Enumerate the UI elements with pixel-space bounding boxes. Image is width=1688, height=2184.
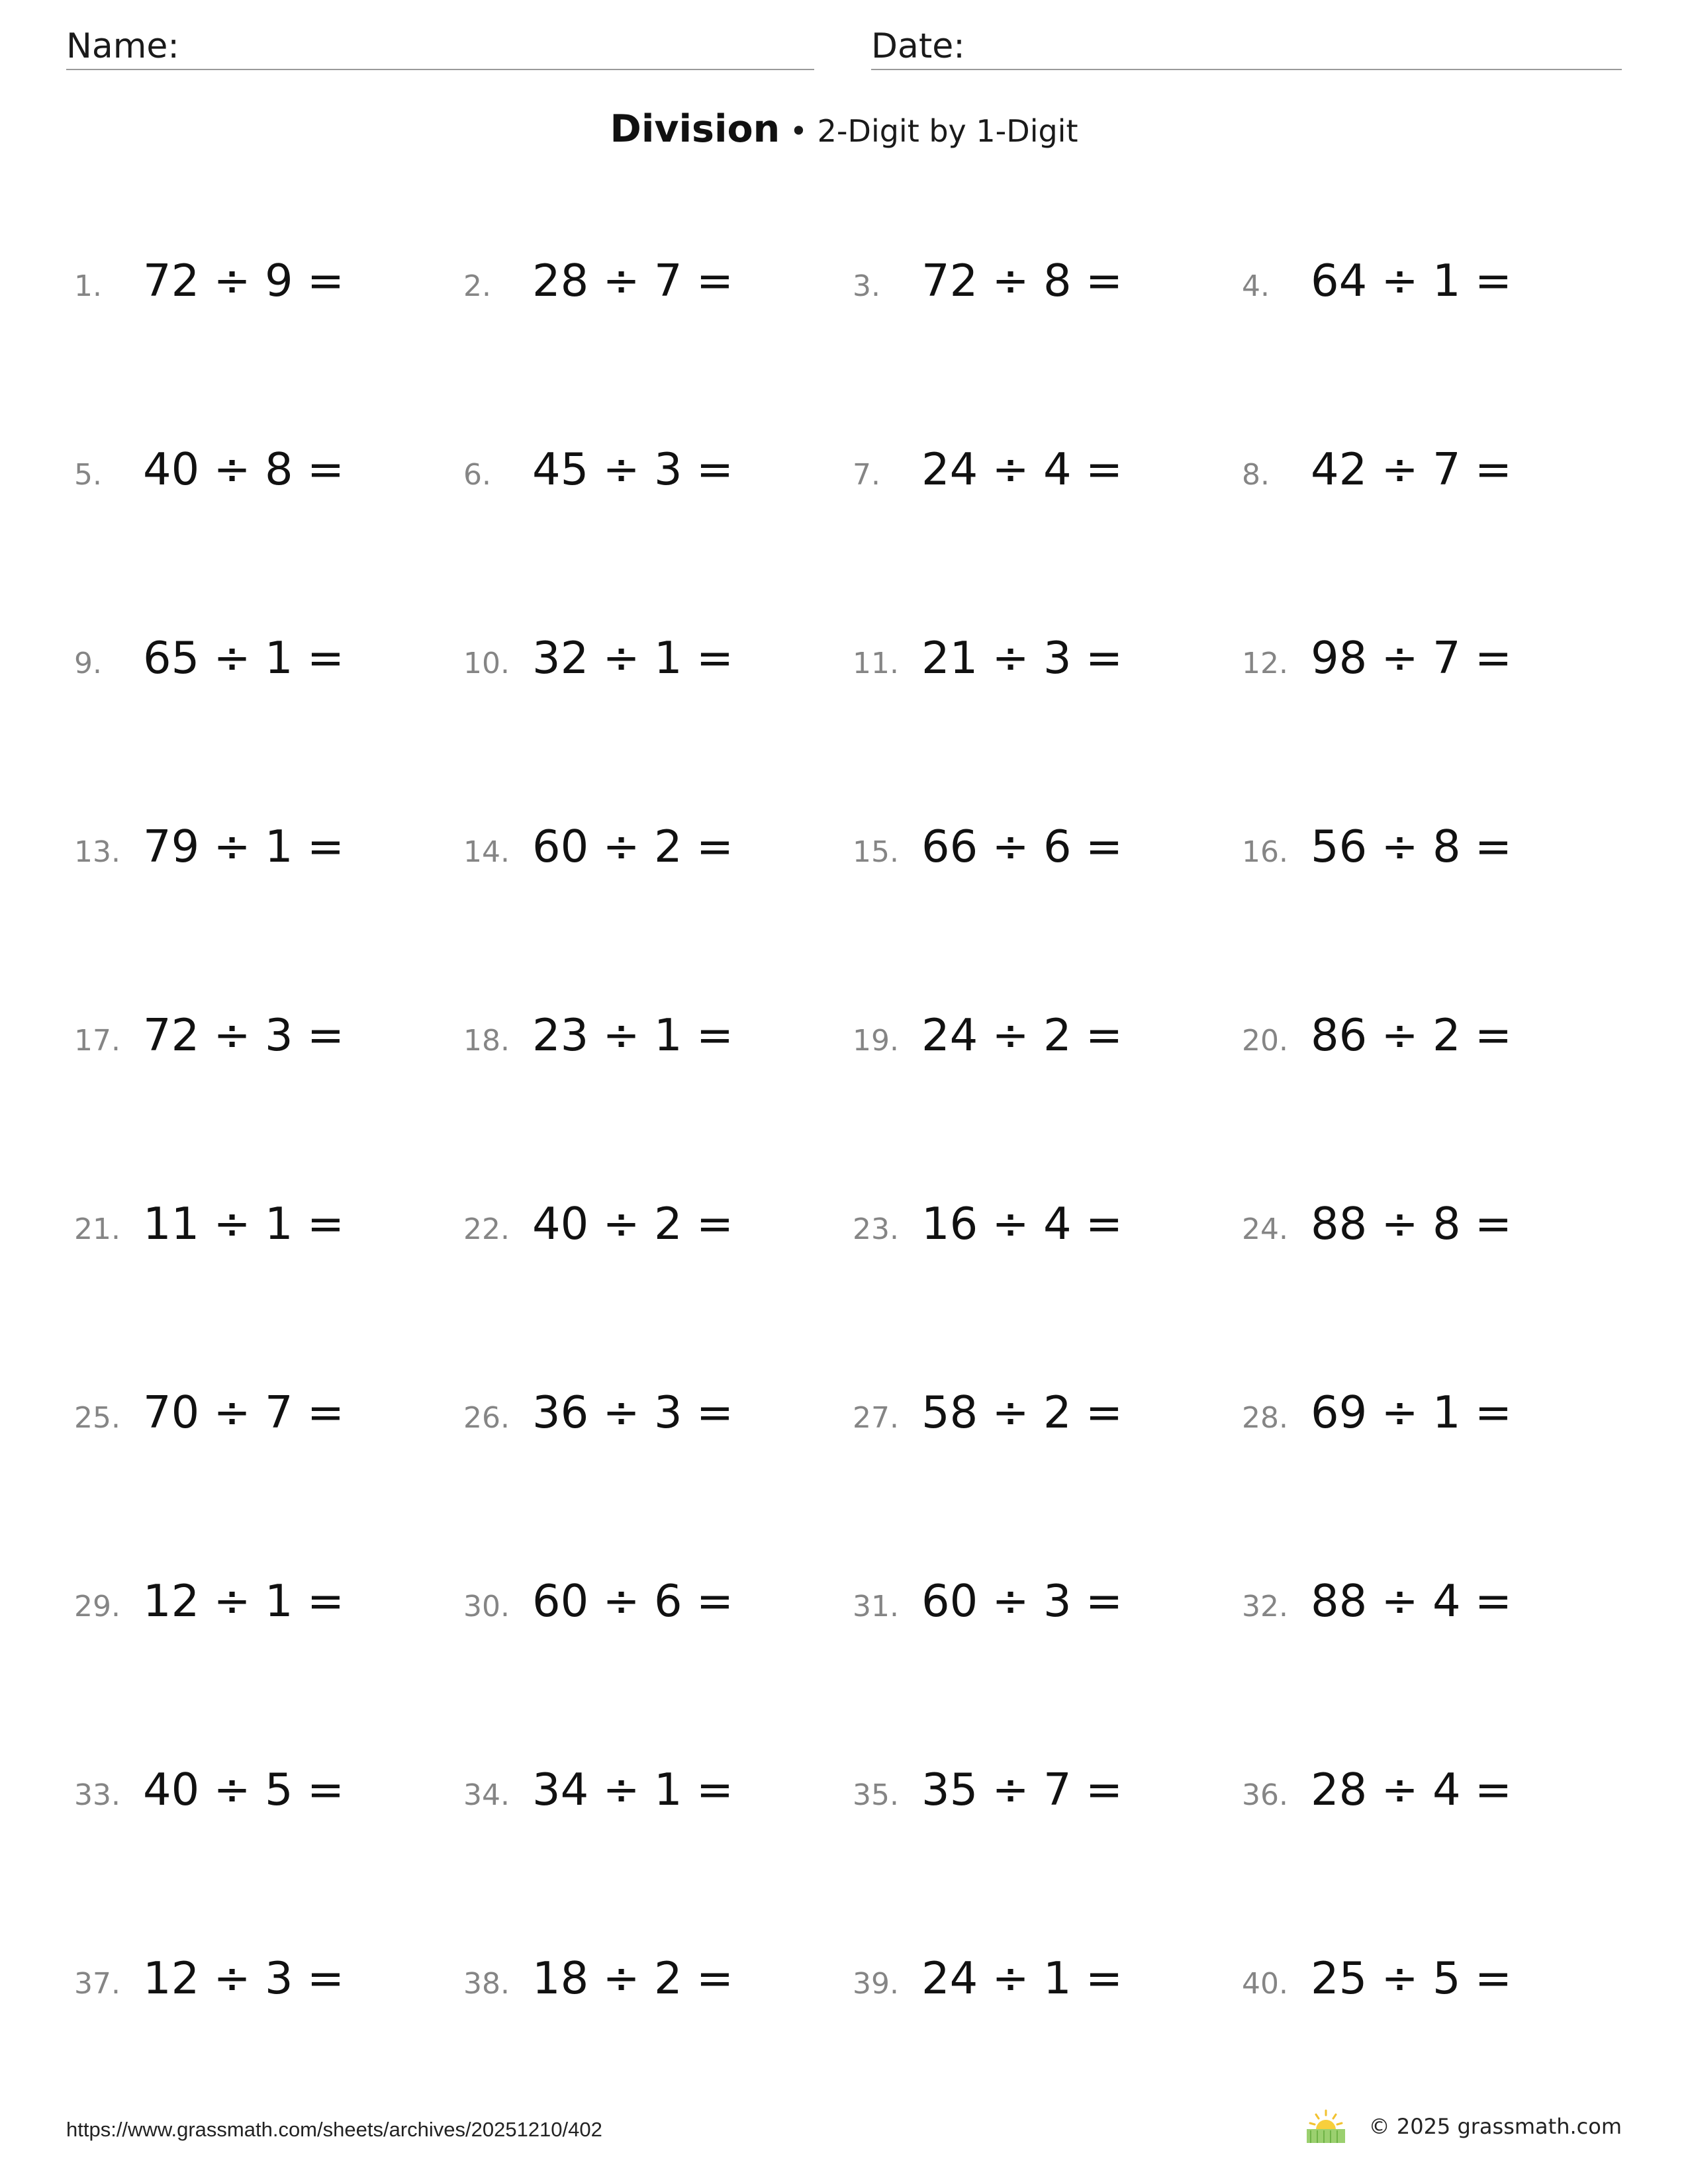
problem-number: 23. — [853, 1212, 899, 1246]
problem-expression: 24 ÷ 2 = — [921, 1009, 1123, 1061]
problem-item — [1242, 1387, 1631, 1453]
problem-item — [463, 1952, 853, 2019]
problem-item — [463, 1575, 853, 1641]
problem-number: 15. — [853, 835, 899, 869]
problem-expression: 16 ÷ 4 = — [921, 1198, 1123, 1250]
problem-number: 26. — [463, 1401, 510, 1435]
problem-expression: 69 ÷ 1 = — [1311, 1387, 1513, 1438]
problem-item — [853, 1009, 1242, 1075]
footer-copyright: © 2025 grassmath.com — [1368, 2114, 1622, 2139]
problem-number: 9. — [74, 647, 102, 680]
problem-item — [74, 1764, 463, 1830]
problem-number: 34. — [463, 1778, 510, 1812]
footer-url: https://www.grassmath.com/sheets/archives/20251210/402 — [66, 2118, 602, 2141]
problem-expression: 70 ÷ 7 = — [143, 1387, 345, 1438]
problem-number: 35. — [853, 1778, 899, 1812]
problem-expression: 72 ÷ 9 = — [143, 255, 345, 306]
problem-item — [853, 255, 1242, 321]
problem-number: 14. — [463, 835, 510, 869]
problem-item — [463, 1764, 853, 1830]
problem-number: 4. — [1242, 269, 1270, 303]
date-field[interactable] — [871, 24, 1622, 70]
problem-number: 33. — [74, 1778, 120, 1812]
problem-expression: 86 ÷ 2 = — [1311, 1009, 1513, 1061]
problem-item — [853, 1764, 1242, 1830]
problem-item — [853, 1198, 1242, 1264]
problem-expression: 40 ÷ 5 = — [143, 1764, 345, 1815]
problem-expression: 24 ÷ 4 = — [921, 443, 1123, 495]
problem-item — [1242, 255, 1631, 321]
problem-expression: 36 ÷ 3 = — [532, 1387, 734, 1438]
problem-number: 38. — [463, 1967, 510, 2001]
problem-item — [853, 443, 1242, 510]
problem-number: 2. — [463, 269, 491, 303]
problem-item — [853, 632, 1242, 698]
problem-number: 16. — [1242, 835, 1288, 869]
problem-grid — [74, 255, 1623, 2141]
footer-brand — [1303, 2109, 1622, 2144]
problem-item — [853, 1387, 1242, 1453]
problem-item — [1242, 821, 1631, 887]
problem-expression: 98 ÷ 7 = — [1311, 632, 1513, 684]
problem-number: 19. — [853, 1024, 899, 1058]
problem-number: 12. — [1242, 647, 1288, 680]
problem-item — [463, 443, 853, 510]
problem-number: 10. — [463, 647, 510, 680]
problem-item — [853, 1952, 1242, 2019]
problem-item — [74, 1575, 463, 1641]
problem-item — [1242, 1198, 1631, 1264]
problem-number: 31. — [853, 1590, 899, 1623]
problem-item — [74, 1009, 463, 1075]
problem-item — [853, 821, 1242, 887]
problem-expression: 65 ÷ 1 = — [143, 632, 345, 684]
problem-expression: 11 ÷ 1 = — [143, 1198, 345, 1250]
problem-item — [1242, 1764, 1631, 1830]
problem-expression: 32 ÷ 1 = — [532, 632, 734, 684]
problem-number: 6. — [463, 458, 491, 492]
problem-item — [74, 1198, 463, 1264]
problem-number: 20. — [1242, 1024, 1288, 1058]
problem-item — [1242, 1009, 1631, 1075]
problem-item — [74, 821, 463, 887]
problem-expression: 40 ÷ 2 = — [532, 1198, 734, 1250]
problem-item — [1242, 1952, 1631, 2019]
sun-over-grass-icon — [1303, 2109, 1349, 2144]
problem-number: 1. — [74, 269, 102, 303]
worksheet-title — [0, 106, 1688, 154]
problem-item — [1242, 632, 1631, 698]
problem-number: 18. — [463, 1024, 510, 1058]
name-field[interactable] — [66, 24, 814, 70]
problem-item — [463, 632, 853, 698]
problem-expression: 24 ÷ 1 = — [921, 1952, 1123, 2004]
problem-number: 5. — [74, 458, 102, 492]
problem-expression: 23 ÷ 1 = — [532, 1009, 734, 1061]
problem-expression: 35 ÷ 7 = — [921, 1764, 1123, 1815]
problem-number: 25. — [74, 1401, 120, 1435]
problem-expression: 25 ÷ 5 = — [1311, 1952, 1513, 2004]
problem-number: 21. — [74, 1212, 120, 1246]
problem-expression: 64 ÷ 1 = — [1311, 255, 1513, 306]
problem-number: 7. — [853, 458, 880, 492]
problem-item — [74, 632, 463, 698]
problem-number: 24. — [1242, 1212, 1288, 1246]
problem-number: 8. — [1242, 458, 1270, 492]
problem-expression: 72 ÷ 8 = — [921, 255, 1123, 306]
problem-number: 28. — [1242, 1401, 1288, 1435]
problem-expression: 12 ÷ 3 = — [143, 1952, 345, 2004]
problem-item — [463, 1387, 853, 1453]
problem-number: 37. — [74, 1967, 120, 2001]
title-main: Division — [610, 107, 780, 151]
problem-item — [463, 1198, 853, 1264]
problem-item — [853, 1575, 1242, 1641]
problem-expression: 88 ÷ 4 = — [1311, 1575, 1513, 1627]
problem-expression: 12 ÷ 1 = — [143, 1575, 345, 1627]
problem-expression: 58 ÷ 2 = — [921, 1387, 1123, 1438]
problem-expression: 88 ÷ 8 = — [1311, 1198, 1513, 1250]
problem-number: 27. — [853, 1401, 899, 1435]
problem-item — [74, 1387, 463, 1453]
problem-item — [74, 255, 463, 321]
problem-item — [74, 443, 463, 510]
problem-expression: 40 ÷ 8 = — [143, 443, 345, 495]
problem-number: 3. — [853, 269, 880, 303]
problem-expression: 60 ÷ 2 = — [532, 821, 734, 872]
problem-expression: 66 ÷ 6 = — [921, 821, 1123, 872]
problem-item — [463, 1009, 853, 1075]
problem-number: 13. — [74, 835, 120, 869]
problem-expression: 60 ÷ 3 = — [921, 1575, 1123, 1627]
problem-expression: 34 ÷ 1 = — [532, 1764, 734, 1815]
problem-number: 40. — [1242, 1967, 1288, 2001]
problem-expression: 28 ÷ 7 = — [532, 255, 734, 306]
title-bullet: • — [780, 113, 818, 149]
problem-expression: 60 ÷ 6 = — [532, 1575, 734, 1627]
problem-item — [1242, 443, 1631, 510]
problem-number: 36. — [1242, 1778, 1288, 1812]
problem-number: 30. — [463, 1590, 510, 1623]
problem-expression: 56 ÷ 8 = — [1311, 821, 1513, 872]
problem-item — [463, 255, 853, 321]
problem-number: 22. — [463, 1212, 510, 1246]
problem-expression: 28 ÷ 4 = — [1311, 1764, 1513, 1815]
problem-number: 29. — [74, 1590, 120, 1623]
problem-expression: 45 ÷ 3 = — [532, 443, 734, 495]
name-label: Name: — [66, 26, 179, 66]
problem-number: 32. — [1242, 1590, 1288, 1623]
problem-number: 17. — [74, 1024, 120, 1058]
problem-expression: 79 ÷ 1 = — [143, 821, 345, 872]
problem-item — [74, 1952, 463, 2019]
title-subtitle: 2-Digit by 1-Digit — [817, 113, 1078, 149]
problem-number: 11. — [853, 647, 899, 680]
problem-number: 39. — [853, 1967, 899, 2001]
problem-expression: 18 ÷ 2 = — [532, 1952, 734, 2004]
problem-expression: 72 ÷ 3 = — [143, 1009, 345, 1061]
problem-expression: 21 ÷ 3 = — [921, 632, 1123, 684]
date-label: Date: — [871, 26, 965, 66]
problem-item — [1242, 1575, 1631, 1641]
problem-expression: 42 ÷ 7 = — [1311, 443, 1513, 495]
problem-item — [463, 821, 853, 887]
